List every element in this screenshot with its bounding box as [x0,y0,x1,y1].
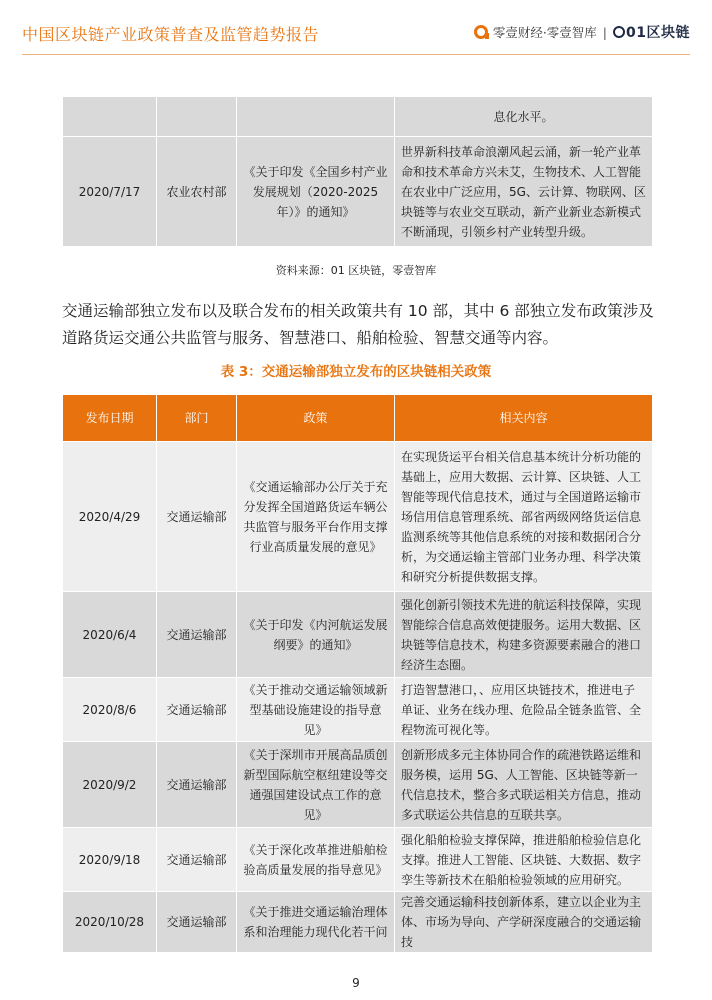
page-header [0,0,712,60]
date-cell: 2020/4/29 [63,442,157,592]
dept-cell: 交通运输部 [157,592,237,678]
date-cell: 2020/9/2 [63,742,157,828]
body-paragraph: 交通运输部独立发布以及联合发布的相关政策共有 10 部，其中 6 部独立发布政策涉及道路货运交通公共监管与服务、智慧港口、船舶检验、智慧交通等内容。 [62,302,654,347]
policy-cell: 《关于印发《内河航运发展纲要》的通知》 [237,592,395,678]
table-header-row [63,395,653,442]
page-number: 9 [352,976,360,990]
report-title: 中国区块链产业政策普查及监管趋势报告 [22,25,320,44]
dept-cell: 交通运输部 [157,678,237,742]
brand-area [474,22,690,42]
dept-cell [157,97,237,137]
top-policy-table [62,96,653,247]
table-caption: 表 3：交通运输部独立发布的区块链相关政策 [220,364,492,380]
content-cell: 息化水平。 [395,97,653,137]
policy-cell [237,97,395,137]
header-content: 相关内容 [395,395,653,442]
date-cell: 2020/9/18 [63,828,157,892]
source-note: 资料来源：01 区块链，零壹智库 [275,264,437,277]
table-row [63,592,653,678]
content-cell: 打造智慧港口，、应用区块链技术，推进电子单证、业务在线办理、危险品全链条监管、全程物流可视化等。 [395,678,653,742]
lingyi-logo-icon [474,25,488,39]
date-cell: 2020/7/17 [63,137,157,247]
policy-cell: 《关于深化改革推进船舶检验高质量发展的指导意见》 [237,828,395,892]
table-row [63,97,653,137]
policy-cell: 《关于深圳市开展高品质创新型国际航空枢纽建设等交通强国建设试点工作的意见》 [237,742,395,828]
dept-cell: 交通运输部 [157,442,237,592]
dept-cell: 农业农村部 [157,137,237,247]
content-cell: 创新形成多元主体协同合作的疏港铁路运维和服务模，运用 5G、人工智能、区块链等新一代信息技术，整合多式联运相关方信息，推动多式联运公共信息的互联共享。 [395,742,653,828]
date-cell: 2020/10/28 [63,892,157,953]
content-cell: 完善交通运输科技创新体系，建立以企业为主体、市场为导向、产学研深度融合的交通运输技 [395,892,653,953]
policy-cell: 《关于推动交通运输领域新型基础设施建设的指导意见》 [237,678,395,742]
header-divider [22,54,690,55]
dept-cell: 交通运输部 [157,828,237,892]
blockchain-logo-text: 01区块链 [626,25,690,41]
content-cell: 强化创新引领技术先进的航运科技保障，实现智能综合信息高效便捷服务。运用大数据、区块链等信息技术，构建多资源要素融合的港口经济生态圈。 [395,592,653,678]
blockchain-logo [613,22,690,42]
brand-text: 零壹财经·零壹智库 [492,25,597,40]
policy-table [62,394,653,953]
dept-cell: 交通运输部 [157,892,237,953]
header-dept: 部门 [157,395,237,442]
policy-cell: 《交通运输部办公厅关于充分发挥全国道路货运车辆公共监管与服务平台作用支撑行业高质量发展的意见》 [237,442,395,592]
policy-cell: 《关于印发《全国乡村产业发展规划（2020-2025 年）》的通知》 [237,137,395,247]
table-row [63,137,653,247]
date-cell: 2020/8/6 [63,678,157,742]
policy-cell: 《关于推进交通运输治理体系和治理能力现代化若干问 [237,892,395,953]
table-row [63,892,653,953]
table-row [63,828,653,892]
date-cell [63,97,157,137]
dept-cell: 交通运输部 [157,742,237,828]
header-policy: 政策 [237,395,395,442]
date-cell: 2020/6/4 [63,592,157,678]
table-row [63,742,653,828]
content-cell: 在实现货运平台相关信息基本统计分析功能的基础上，应用大数据、云计算、区块链、人工智能等现代信息技术，通过与全国道路运输市场信用信息管理系统、部省两级网络货运信息监测系统等其他信息系统的对接和数据闭合分析，为交通运输主管部门业务办理、科学决策和研究分析提供数据支撑。 [395,442,653,592]
brand-separator: | [602,24,608,40]
content-cell: 强化船舶检验支撑保障，推进船舶检验信息化支撑。推进人工智能、区块链、大数据、数字孪生等新技术在船舶检验领域的应用研究。 [395,828,653,892]
circle-logo-icon [613,26,625,38]
table-row [63,678,653,742]
table-row [63,442,653,592]
content-cell: 世界新科技革命浪潮风起云涌，新一轮产业革命和技术革命方兴未艾，生物技术、人工智能在农业中广泛应用，5G、云计算、物联网、区块链等与农业交互联动，新产业新业态新模式不断涌现，引领乡村产业转型升级。 [395,137,653,247]
header-date: 发布日期 [63,395,157,442]
